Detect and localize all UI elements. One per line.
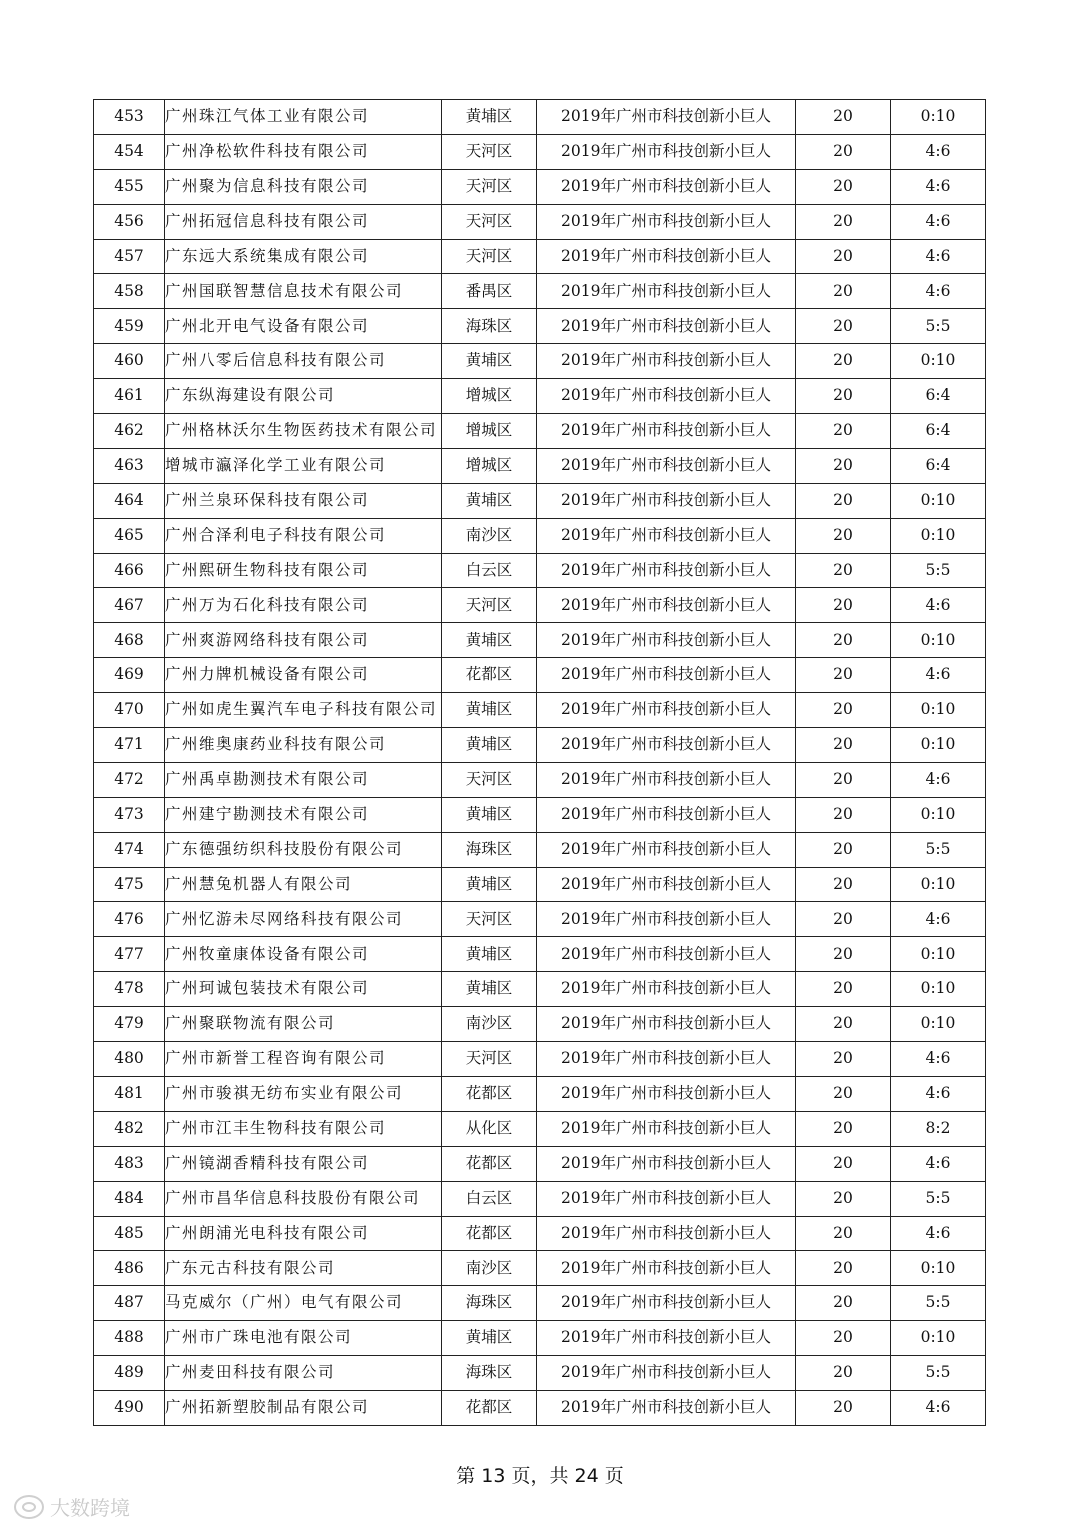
funding-amount-cell: 20 [796,937,891,972]
funding-ratio-cell: 4:6 [891,902,986,937]
district-cell: 海珠区 [442,832,537,867]
program-name-cell: 2019年广州市科技创新小巨人 [537,1111,796,1146]
funding-amount-cell: 20 [796,414,891,449]
funding-amount-cell: 20 [796,1111,891,1146]
program-name-cell: 2019年广州市科技创新小巨人 [537,623,796,658]
funding-ratio-cell: 4:6 [891,1390,986,1425]
funding-ratio-cell: 0:10 [891,693,986,728]
district-cell: 黄埔区 [442,693,537,728]
row-number-cell: 480 [94,1042,165,1077]
row-number-cell: 487 [94,1286,165,1321]
funding-amount-cell: 20 [796,588,891,623]
funding-ratio-cell: 5:5 [891,1356,986,1391]
program-name-cell: 2019年广州市科技创新小巨人 [537,1321,796,1356]
funding-ratio-cell: 5:5 [891,309,986,344]
program-name-cell: 2019年广州市科技创新小巨人 [537,972,796,1007]
funding-ratio-cell: 0:10 [891,1321,986,1356]
program-name-cell: 2019年广州市科技创新小巨人 [537,867,796,902]
table-row [94,100,986,135]
table-row [94,623,986,658]
company-name-cell: 广东远大系统集成有限公司 [165,239,442,274]
company-name-cell: 广州维奥康药业科技有限公司 [165,728,442,763]
row-number-cell: 453 [94,100,165,135]
company-name-cell: 广州市广珠电池有限公司 [165,1321,442,1356]
table-body [94,100,986,1426]
funding-amount-cell: 20 [796,134,891,169]
funding-amount-cell: 20 [796,169,891,204]
funding-amount-cell: 20 [796,379,891,414]
table-row [94,1076,986,1111]
funding-amount-cell: 20 [796,274,891,309]
funding-ratio-cell: 4:6 [891,1146,986,1181]
program-name-cell: 2019年广州市科技创新小巨人 [537,1390,796,1425]
table-row [94,1356,986,1391]
district-cell: 番禺区 [442,274,537,309]
funding-ratio-cell: 0:10 [891,1251,986,1286]
program-name-cell: 2019年广州市科技创新小巨人 [537,1216,796,1251]
row-number-cell: 490 [94,1390,165,1425]
district-cell: 白云区 [442,1181,537,1216]
row-number-cell: 475 [94,867,165,902]
program-name-cell: 2019年广州市科技创新小巨人 [537,274,796,309]
district-cell: 黄埔区 [442,797,537,832]
funding-amount-cell: 20 [796,623,891,658]
company-name-cell: 广州朗浦光电科技有限公司 [165,1216,442,1251]
table-row [94,1181,986,1216]
company-name-cell: 广东元古科技有限公司 [165,1251,442,1286]
funding-ratio-cell: 6:4 [891,448,986,483]
funding-ratio-cell: 0:10 [891,344,986,379]
funding-amount-cell: 20 [796,797,891,832]
funding-amount-cell: 20 [796,728,891,763]
funding-ratio-cell: 6:4 [891,379,986,414]
row-number-cell: 465 [94,518,165,553]
funding-ratio-cell: 0:10 [891,518,986,553]
funding-ratio-cell: 4:6 [891,762,986,797]
funding-ratio-cell: 0:10 [891,483,986,518]
funding-amount-cell: 20 [796,1146,891,1181]
row-number-cell: 489 [94,1356,165,1391]
row-number-cell: 477 [94,937,165,972]
funding-amount-cell: 20 [796,1321,891,1356]
funding-ratio-cell: 4:6 [891,658,986,693]
program-name-cell: 2019年广州市科技创新小巨人 [537,134,796,169]
funding-amount-cell: 20 [796,204,891,239]
table-row [94,588,986,623]
district-cell: 黄埔区 [442,100,537,135]
district-cell: 白云区 [442,553,537,588]
company-name-cell: 广州净松软件科技有限公司 [165,134,442,169]
funding-amount-cell: 20 [796,1216,891,1251]
district-cell: 南沙区 [442,518,537,553]
district-cell: 海珠区 [442,1286,537,1321]
program-name-cell: 2019年广州市科技创新小巨人 [537,204,796,239]
company-name-cell: 广州国联智慧信息技术有限公司 [165,274,442,309]
company-name-cell: 广州市江丰生物科技有限公司 [165,1111,442,1146]
row-number-cell: 458 [94,274,165,309]
row-number-cell: 472 [94,762,165,797]
company-name-cell: 广州合泽利电子科技有限公司 [165,518,442,553]
district-cell: 天河区 [442,762,537,797]
company-name-cell: 广州市昌华信息科技股份有限公司 [165,1181,442,1216]
program-name-cell: 2019年广州市科技创新小巨人 [537,414,796,449]
row-number-cell: 476 [94,902,165,937]
table-row [94,797,986,832]
funding-amount-cell: 20 [796,658,891,693]
company-name-cell: 广州镜湖香精科技有限公司 [165,1146,442,1181]
funding-amount-cell: 20 [796,553,891,588]
table-row [94,1286,986,1321]
row-number-cell: 486 [94,1251,165,1286]
funding-ratio-cell: 0:10 [891,623,986,658]
district-cell: 天河区 [442,1042,537,1077]
program-name-cell: 2019年广州市科技创新小巨人 [537,1181,796,1216]
district-cell: 黄埔区 [442,1321,537,1356]
funding-amount-cell: 20 [796,693,891,728]
funding-ratio-cell: 0:10 [891,972,986,1007]
company-name-cell: 广州爽游网络科技有限公司 [165,623,442,658]
company-name-cell: 马克威尔（广州）电气有限公司 [165,1286,442,1321]
row-number-cell: 469 [94,658,165,693]
table-row [94,693,986,728]
program-name-cell: 2019年广州市科技创新小巨人 [537,344,796,379]
company-name-cell: 广州聚联物流有限公司 [165,1007,442,1042]
district-cell: 花都区 [442,1076,537,1111]
table-row [94,1007,986,1042]
table-row [94,762,986,797]
company-name-cell: 广州牧童康体设备有限公司 [165,937,442,972]
district-cell: 黄埔区 [442,937,537,972]
row-number-cell: 484 [94,1181,165,1216]
funding-amount-cell: 20 [796,867,891,902]
table-row [94,1251,986,1286]
table-row [94,1146,986,1181]
funding-amount-cell: 20 [796,1356,891,1391]
company-name-cell: 广州珠江气体工业有限公司 [165,100,442,135]
watermark-text: 大数跨境 [50,1496,130,1520]
company-name-cell: 广州珂诚包装技术有限公司 [165,972,442,1007]
row-number-cell: 460 [94,344,165,379]
company-name-cell: 广州聚为信息科技有限公司 [165,169,442,204]
row-number-cell: 479 [94,1007,165,1042]
company-name-cell: 增城市瀛泽化学工业有限公司 [165,448,442,483]
funding-ratio-cell: 4:6 [891,1076,986,1111]
district-cell: 花都区 [442,1390,537,1425]
row-number-cell: 468 [94,623,165,658]
program-name-cell: 2019年广州市科技创新小巨人 [537,1286,796,1321]
program-name-cell: 2019年广州市科技创新小巨人 [537,762,796,797]
district-cell: 增城区 [442,379,537,414]
district-cell: 天河区 [442,588,537,623]
table-row [94,274,986,309]
table-row [94,1390,986,1425]
funding-ratio-cell: 6:4 [891,414,986,449]
company-name-cell: 广州市新誉工程咨询有限公司 [165,1042,442,1077]
table-row [94,972,986,1007]
district-cell: 天河区 [442,169,537,204]
district-cell: 黄埔区 [442,728,537,763]
table-row [94,483,986,518]
row-number-cell: 455 [94,169,165,204]
row-number-cell: 481 [94,1076,165,1111]
funding-amount-cell: 20 [796,100,891,135]
funding-ratio-cell: 0:10 [891,867,986,902]
funding-ratio-cell: 5:5 [891,832,986,867]
company-name-cell: 广州慧兔机器人有限公司 [165,867,442,902]
row-number-cell: 457 [94,239,165,274]
table-row [94,937,986,972]
funding-amount-cell: 20 [796,239,891,274]
district-cell: 天河区 [442,134,537,169]
row-number-cell: 454 [94,134,165,169]
program-name-cell: 2019年广州市科技创新小巨人 [537,728,796,763]
program-name-cell: 2019年广州市科技创新小巨人 [537,239,796,274]
company-name-cell: 广州禹卓勘测技术有限公司 [165,762,442,797]
program-name-cell: 2019年广州市科技创新小巨人 [537,658,796,693]
program-name-cell: 2019年广州市科技创新小巨人 [537,797,796,832]
program-name-cell: 2019年广州市科技创新小巨人 [537,1076,796,1111]
company-name-cell: 广州建宁勘测技术有限公司 [165,797,442,832]
district-cell: 海珠区 [442,309,537,344]
district-cell: 南沙区 [442,1007,537,1042]
funding-ratio-cell: 0:10 [891,728,986,763]
district-cell: 黄埔区 [442,344,537,379]
district-cell: 花都区 [442,1216,537,1251]
district-cell: 增城区 [442,414,537,449]
table-row [94,1111,986,1146]
table-row [94,518,986,553]
table-row [94,728,986,763]
district-cell: 天河区 [442,204,537,239]
funding-amount-cell: 20 [796,1251,891,1286]
funding-amount-cell: 20 [796,309,891,344]
district-cell: 天河区 [442,902,537,937]
company-name-cell: 广州格林沃尔生物医药技术有限公司 [165,414,442,449]
funding-ratio-cell: 8:2 [891,1111,986,1146]
funding-ratio-cell: 0:10 [891,100,986,135]
company-name-cell: 广州北开电气设备有限公司 [165,309,442,344]
row-number-cell: 459 [94,309,165,344]
table-row [94,204,986,239]
funding-amount-cell: 20 [796,1007,891,1042]
program-name-cell: 2019年广州市科技创新小巨人 [537,1042,796,1077]
funding-ratio-cell: 5:5 [891,1286,986,1321]
program-name-cell: 2019年广州市科技创新小巨人 [537,1146,796,1181]
company-name-cell: 广州忆游未尽网络科技有限公司 [165,902,442,937]
row-number-cell: 464 [94,483,165,518]
district-cell: 从化区 [442,1111,537,1146]
table-row [94,379,986,414]
district-cell: 海珠区 [442,1356,537,1391]
company-name-cell: 广州力牌机械设备有限公司 [165,658,442,693]
funding-amount-cell: 20 [796,518,891,553]
row-number-cell: 473 [94,797,165,832]
funding-ratio-cell: 5:5 [891,1181,986,1216]
funding-ratio-cell: 4:6 [891,204,986,239]
company-name-cell: 广州万为石化科技有限公司 [165,588,442,623]
funding-ratio-cell: 4:6 [891,588,986,623]
row-number-cell: 466 [94,553,165,588]
program-name-cell: 2019年广州市科技创新小巨人 [537,588,796,623]
funding-ratio-cell: 4:6 [891,1042,986,1077]
district-cell: 黄埔区 [442,972,537,1007]
funding-ratio-cell: 4:6 [891,274,986,309]
program-name-cell: 2019年广州市科技创新小巨人 [537,1251,796,1286]
company-table [93,99,986,1426]
table-row [94,1042,986,1077]
watermark-logo-icon [14,1495,44,1519]
page-number: 第 13 页，共 24 页 [456,1465,624,1487]
funding-ratio-cell: 0:10 [891,937,986,972]
table-row [94,1321,986,1356]
table-row [94,658,986,693]
program-name-cell: 2019年广州市科技创新小巨人 [537,169,796,204]
district-cell: 黄埔区 [442,483,537,518]
funding-amount-cell: 20 [796,1286,891,1321]
funding-amount-cell: 20 [796,762,891,797]
funding-amount-cell: 20 [796,832,891,867]
program-name-cell: 2019年广州市科技创新小巨人 [537,100,796,135]
company-name-cell: 广州熙研生物科技有限公司 [165,553,442,588]
district-cell: 黄埔区 [442,623,537,658]
program-name-cell: 2019年广州市科技创新小巨人 [537,483,796,518]
funding-ratio-cell: 4:6 [891,239,986,274]
funding-amount-cell: 20 [796,972,891,1007]
funding-ratio-cell: 5:5 [891,553,986,588]
row-number-cell: 478 [94,972,165,1007]
district-cell: 增城区 [442,448,537,483]
row-number-cell: 482 [94,1111,165,1146]
table-row [94,448,986,483]
district-cell: 南沙区 [442,1251,537,1286]
funding-amount-cell: 20 [796,1042,891,1077]
program-name-cell: 2019年广州市科技创新小巨人 [537,309,796,344]
company-name-cell: 广州兰泉环保科技有限公司 [165,483,442,518]
row-number-cell: 467 [94,588,165,623]
table-row [94,414,986,449]
table-row [94,309,986,344]
program-name-cell: 2019年广州市科技创新小巨人 [537,448,796,483]
company-name-cell: 广东纵海建设有限公司 [165,379,442,414]
funding-ratio-cell: 4:6 [891,134,986,169]
program-name-cell: 2019年广州市科技创新小巨人 [537,693,796,728]
watermark [14,1492,130,1521]
table-row [94,344,986,379]
company-name-cell: 广州如虎生翼汽车电子科技有限公司 [165,693,442,728]
row-number-cell: 470 [94,693,165,728]
program-name-cell: 2019年广州市科技创新小巨人 [537,553,796,588]
funding-amount-cell: 20 [796,1181,891,1216]
funding-amount-cell: 20 [796,483,891,518]
company-name-cell: 广州拓冠信息科技有限公司 [165,204,442,239]
program-name-cell: 2019年广州市科技创新小巨人 [537,937,796,972]
company-name-cell: 广州八零后信息科技有限公司 [165,344,442,379]
row-number-cell: 485 [94,1216,165,1251]
funding-amount-cell: 20 [796,344,891,379]
funding-ratio-cell: 0:10 [891,1007,986,1042]
district-cell: 天河区 [442,239,537,274]
company-name-cell: 广东德强纺织科技股份有限公司 [165,832,442,867]
district-cell: 花都区 [442,658,537,693]
table-row [94,1216,986,1251]
district-cell: 黄埔区 [442,867,537,902]
row-number-cell: 462 [94,414,165,449]
row-number-cell: 461 [94,379,165,414]
program-name-cell: 2019年广州市科技创新小巨人 [537,518,796,553]
table-row [94,134,986,169]
row-number-cell: 488 [94,1321,165,1356]
funding-ratio-cell: 4:6 [891,1216,986,1251]
company-name-cell: 广州麦田科技有限公司 [165,1356,442,1391]
program-name-cell: 2019年广州市科技创新小巨人 [537,1007,796,1042]
table-row [94,169,986,204]
program-name-cell: 2019年广州市科技创新小巨人 [537,902,796,937]
table-row [94,867,986,902]
table-row [94,832,986,867]
funding-ratio-cell: 0:10 [891,797,986,832]
funding-amount-cell: 20 [796,1076,891,1111]
program-name-cell: 2019年广州市科技创新小巨人 [537,832,796,867]
funding-amount-cell: 20 [796,902,891,937]
funding-amount-cell: 20 [796,448,891,483]
row-number-cell: 471 [94,728,165,763]
table-row [94,902,986,937]
program-name-cell: 2019年广州市科技创新小巨人 [537,1356,796,1391]
funding-ratio-cell: 4:6 [891,169,986,204]
company-name-cell: 广州拓新塑胶制品有限公司 [165,1390,442,1425]
company-name-cell: 广州市骏祺无纺布实业有限公司 [165,1076,442,1111]
row-number-cell: 456 [94,204,165,239]
row-number-cell: 474 [94,832,165,867]
funding-amount-cell: 20 [796,1390,891,1425]
row-number-cell: 463 [94,448,165,483]
district-cell: 花都区 [442,1146,537,1181]
table-row [94,239,986,274]
program-name-cell: 2019年广州市科技创新小巨人 [537,379,796,414]
row-number-cell: 483 [94,1146,165,1181]
table-row [94,553,986,588]
